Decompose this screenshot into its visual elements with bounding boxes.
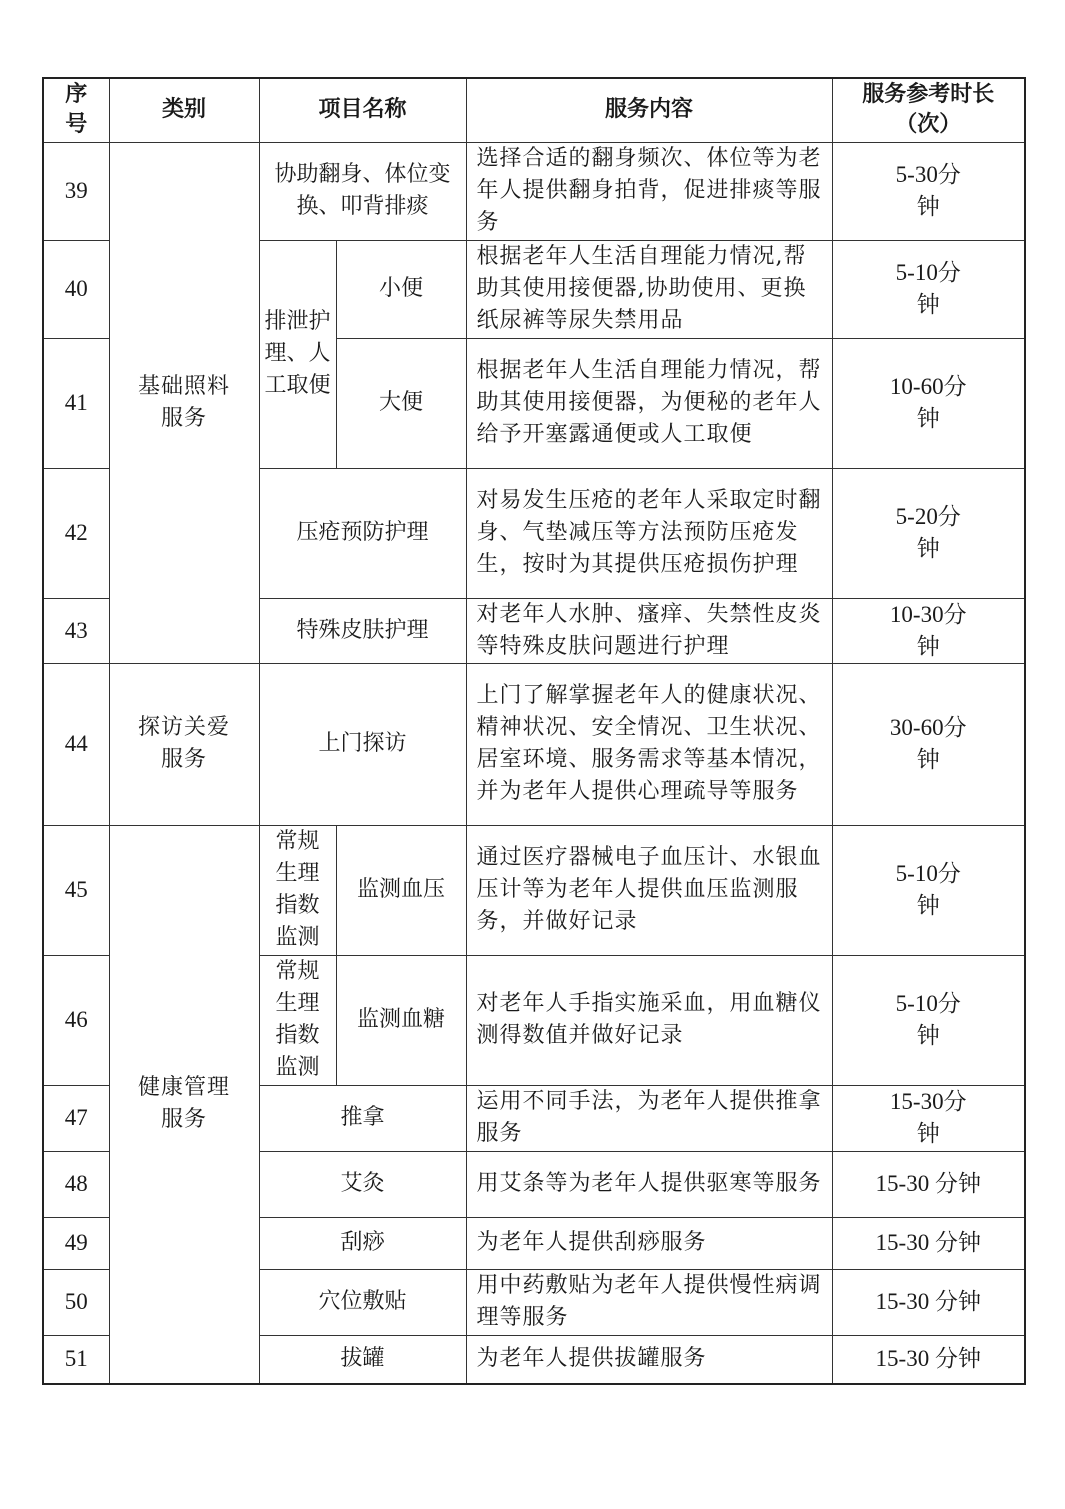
duration: 15-30分钟 [832, 1085, 1025, 1151]
item-name: 艾灸 [259, 1151, 466, 1217]
duration: 5-10分钟 [832, 240, 1025, 338]
row-number: 39 [43, 142, 109, 240]
header-item: 项目名称 [259, 78, 466, 142]
duration: 15-30 分钟 [832, 1269, 1025, 1335]
row-number: 44 [43, 663, 109, 825]
item-name: 穴位敷贴 [259, 1269, 466, 1335]
duration: 5-10分钟 [832, 955, 1025, 1085]
item-name: 特殊皮肤护理 [259, 598, 466, 663]
service-content: 对老年人手指实施采血，用血糖仪测得数值并做好记录 [466, 955, 832, 1085]
group-cell: 排泄护理、人工取便 [259, 240, 336, 468]
category-cell: 探访关爱服务 [109, 663, 259, 825]
row-number: 46 [43, 955, 109, 1085]
category-cell: 健康管理服务 [109, 825, 259, 1384]
service-content: 对老年人水肿、瘙痒、失禁性皮炎等特殊皮肤问题进行护理 [466, 598, 832, 663]
duration: 15-30 分钟 [832, 1335, 1025, 1384]
row-number: 47 [43, 1085, 109, 1151]
service-content: 用艾条等为老年人提供驱寒等服务 [466, 1151, 832, 1217]
item-name: 压疮预防护理 [259, 468, 466, 598]
service-content: 对易发生压疮的老年人采取定时翻身、气垫减压等方法预防压疮发生，按时为其提供压疮损伤护理 [466, 468, 832, 598]
item-name: 推拿 [259, 1085, 466, 1151]
service-content: 运用不同手法，为老年人提供推拿服务 [466, 1085, 832, 1151]
service-content: 根据老年人生活自理能力情况，帮助其使用接便器，为便秘的老年人给予开塞露通便或人工取便 [466, 338, 832, 468]
group-cell: 常规生理指数监测 [259, 955, 336, 1085]
service-table [42, 77, 1026, 1385]
duration: 15-30 分钟 [832, 1151, 1025, 1217]
service-content: 为老年人提供拔罐服务 [466, 1335, 832, 1384]
group-cell: 常规生理指数监测 [259, 825, 336, 955]
duration: 5-20分钟 [832, 468, 1025, 598]
row-number: 50 [43, 1269, 109, 1335]
duration: 30-60分钟 [832, 663, 1025, 825]
item-name: 上门探访 [259, 663, 466, 825]
header-category: 类别 [109, 78, 259, 142]
row-number: 48 [43, 1151, 109, 1217]
service-content: 根据老年人生活自理能力情况,帮助其使用接便器,协助使用、更换纸尿裤等尿失禁用品 [466, 240, 832, 338]
duration: 10-60分钟 [832, 338, 1025, 468]
service-content: 用中药敷贴为老年人提供慢性病调理等服务 [466, 1269, 832, 1335]
header-duration: 服务参考时长（次） [832, 78, 1025, 142]
row-number: 51 [43, 1335, 109, 1384]
item-name: 小便 [336, 240, 466, 338]
service-content: 通过医疗器械电子血压计、水银血压计等为老年人提供血压监测服务，并做好记录 [466, 825, 832, 955]
header-content: 服务内容 [466, 78, 832, 142]
header-row [43, 78, 1025, 142]
service-content: 选择合适的翻身频次、体位等为老年人提供翻身拍背，促进排痰等服务 [466, 142, 832, 240]
table-row [43, 663, 1025, 825]
item-name: 大便 [336, 338, 466, 468]
table-row [43, 142, 1025, 240]
duration: 5-10分钟 [832, 825, 1025, 955]
duration: 15-30 分钟 [832, 1217, 1025, 1269]
header-index: 序号 [43, 78, 109, 142]
row-number: 41 [43, 338, 109, 468]
item-name: 刮痧 [259, 1217, 466, 1269]
row-number: 40 [43, 240, 109, 338]
category-cell: 基础照料服务 [109, 142, 259, 663]
row-number: 43 [43, 598, 109, 663]
row-number: 42 [43, 468, 109, 598]
row-number: 45 [43, 825, 109, 955]
item-name: 拔罐 [259, 1335, 466, 1384]
service-content: 上门了解掌握老年人的健康状况、精神状况、安全情况、卫生状况、居室环境、服务需求等基本情况，并为老年人提供心理疏导等服务 [466, 663, 832, 825]
row-number: 49 [43, 1217, 109, 1269]
table-row [43, 825, 1025, 955]
item-name: 协助翻身、体位变换、叩背排痰 [259, 142, 466, 240]
item-name: 监测血压 [336, 825, 466, 955]
item-name: 监测血糖 [336, 955, 466, 1085]
duration: 10-30分钟 [832, 598, 1025, 663]
duration: 5-30分钟 [832, 142, 1025, 240]
service-content: 为老年人提供刮痧服务 [466, 1217, 832, 1269]
